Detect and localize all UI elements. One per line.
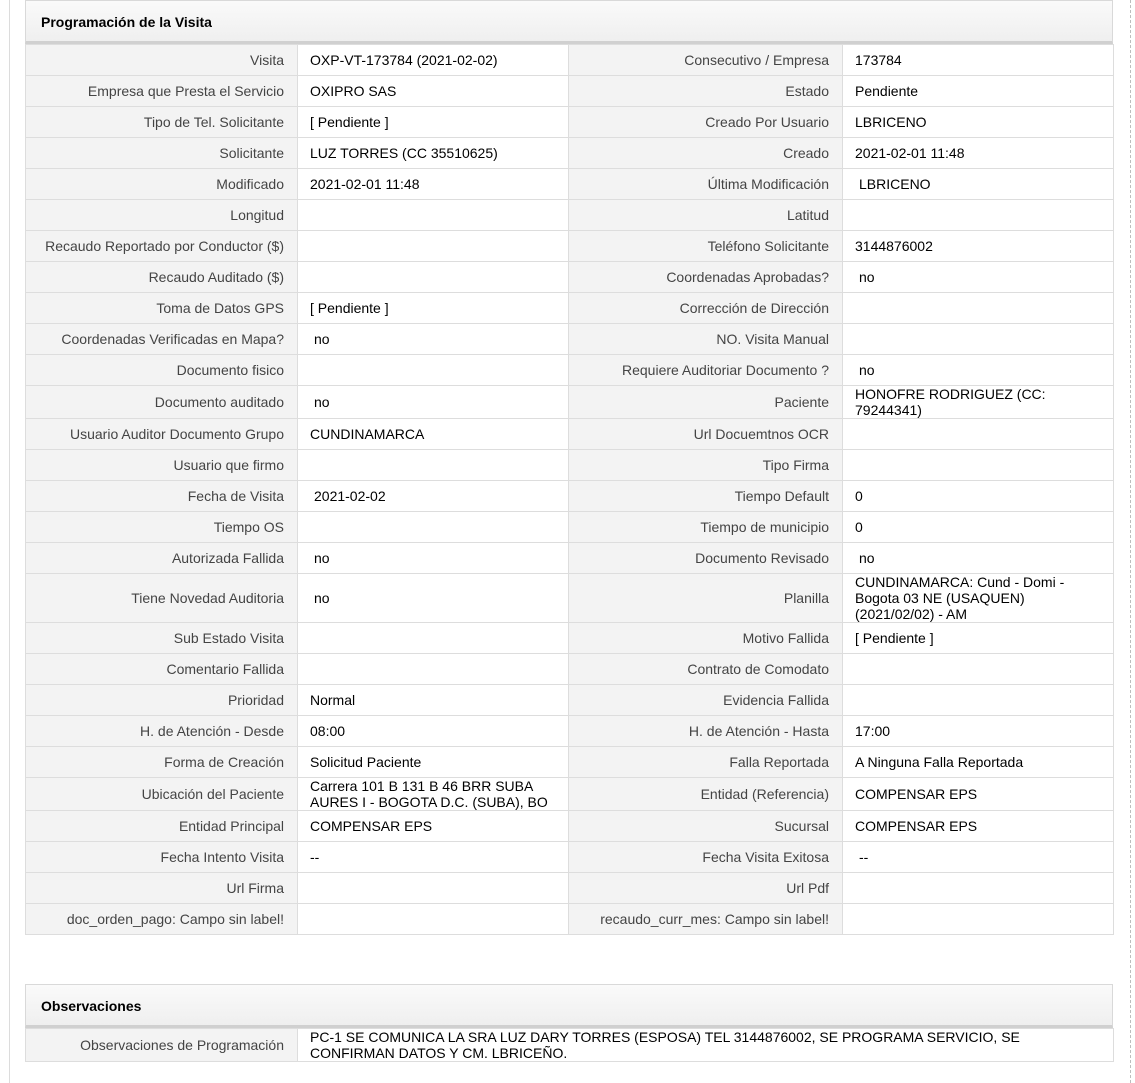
field-label: Modificado [26, 169, 298, 200]
table-row [26, 138, 1114, 169]
field-label: Creado Por Usuario [569, 107, 843, 138]
field-value: 0 [843, 512, 1114, 543]
table-row [26, 355, 1114, 386]
field-label: Tiempo Default [569, 481, 843, 512]
field-value: no [298, 574, 569, 623]
field-value [843, 419, 1114, 450]
field-value [298, 904, 569, 935]
field-value [298, 450, 569, 481]
table-row [26, 623, 1114, 654]
field-value: 08:00 [298, 716, 569, 747]
observaciones-row [26, 1029, 1114, 1062]
field-value: COMPENSAR EPS [843, 811, 1114, 842]
field-value: 173784 [843, 45, 1114, 76]
field-value [298, 512, 569, 543]
field-label: Fecha de Visita [26, 481, 298, 512]
field-value [843, 654, 1114, 685]
field-label: Documento Revisado [569, 543, 843, 574]
field-value [298, 200, 569, 231]
page-right-border [1130, 0, 1131, 1083]
field-label: Sucursal [569, 811, 843, 842]
field-value [298, 654, 569, 685]
field-label: H. de Atención - Hasta [569, 716, 843, 747]
field-label: Documento auditado [26, 386, 298, 419]
field-value: HONOFRE RODRIGUEZ (CC: 79244341) [843, 386, 1114, 419]
field-value: 3144876002 [843, 231, 1114, 262]
field-value: OXP-VT-173784 (2021-02-02) [298, 45, 569, 76]
field-label: Entidad (Referencia) [569, 778, 843, 811]
field-label: Visita [26, 45, 298, 76]
field-value: no [843, 355, 1114, 386]
field-value [843, 293, 1114, 324]
field-value: 0 [843, 481, 1114, 512]
field-value: 2021-02-01 11:48 [298, 169, 569, 200]
field-label: recaudo_curr_mes: Campo sin label! [569, 904, 843, 935]
field-label: Recaudo Auditado ($) [26, 262, 298, 293]
observaciones-panel [25, 984, 1113, 1062]
table-row [26, 685, 1114, 716]
field-value [298, 355, 569, 386]
field-value [843, 873, 1114, 904]
table-row [26, 419, 1114, 450]
field-label: Usuario que firmo [26, 450, 298, 481]
field-value: Pendiente [843, 76, 1114, 107]
field-value [843, 324, 1114, 355]
field-label: Evidencia Fallida [569, 685, 843, 716]
field-label: Requiere Auditoriar Documento ? [569, 355, 843, 386]
programacion-table [25, 44, 1114, 935]
field-value: CUNDINAMARCA: Cund - Domi - Bogota 03 NE (USAQUEN) (2021/02/02) - AM [843, 574, 1114, 623]
field-label: Consecutivo / Empresa [569, 45, 843, 76]
observaciones-panel-title: Observaciones [25, 984, 1113, 1028]
field-value: no [298, 386, 569, 419]
field-value: 2021-02-01 11:48 [843, 138, 1114, 169]
field-label: Recaudo Reportado por Conductor ($) [26, 231, 298, 262]
table-row [26, 324, 1114, 355]
field-value: no [843, 543, 1114, 574]
field-value: [ Pendiente ] [298, 293, 569, 324]
field-label: Última Modificación [569, 169, 843, 200]
table-row [26, 262, 1114, 293]
table-row [26, 811, 1114, 842]
table-row [26, 293, 1114, 324]
field-label: Documento fisico [26, 355, 298, 386]
field-value: 2021-02-02 [298, 481, 569, 512]
field-value [298, 231, 569, 262]
table-row [26, 76, 1114, 107]
table-row [26, 543, 1114, 574]
field-value: no [298, 543, 569, 574]
field-label: Corrección de Dirección [569, 293, 843, 324]
field-value [843, 450, 1114, 481]
field-label: Sub Estado Visita [26, 623, 298, 654]
table-row [26, 778, 1114, 811]
field-label: Tipo Firma [569, 450, 843, 481]
field-label: Estado [569, 76, 843, 107]
field-value [298, 873, 569, 904]
field-value: LBRICENO [843, 169, 1114, 200]
field-label: doc_orden_pago: Campo sin label! [26, 904, 298, 935]
field-label: Fecha Visita Exitosa [569, 842, 843, 873]
field-label: Solicitante [26, 138, 298, 169]
field-value: OXIPRO SAS [298, 76, 569, 107]
field-label: Url Docuemtnos OCR [569, 419, 843, 450]
field-value: COMPENSAR EPS [843, 778, 1114, 811]
field-value: A Ninguna Falla Reportada [843, 747, 1114, 778]
field-label: Autorizada Fallida [26, 543, 298, 574]
field-value [298, 262, 569, 293]
table-row [26, 200, 1114, 231]
field-label: Planilla [569, 574, 843, 623]
field-label: Motivo Fallida [569, 623, 843, 654]
field-label: Comentario Fallida [26, 654, 298, 685]
table-row [26, 842, 1114, 873]
field-value: Normal [298, 685, 569, 716]
field-value: 17:00 [843, 716, 1114, 747]
field-label: Latitud [569, 200, 843, 231]
field-label: Url Pdf [569, 873, 843, 904]
field-label: Url Firma [26, 873, 298, 904]
page-left-border [9, 0, 10, 1083]
field-label: Entidad Principal [26, 811, 298, 842]
field-value: [ Pendiente ] [298, 107, 569, 138]
programacion-panel-title: Programación de la Visita [25, 0, 1113, 44]
field-label: Teléfono Solicitante [569, 231, 843, 262]
field-label: H. de Atención - Desde [26, 716, 298, 747]
field-label: Toma de Datos GPS [26, 293, 298, 324]
field-value: -- [298, 842, 569, 873]
field-value: COMPENSAR EPS [298, 811, 569, 842]
field-label: Creado [569, 138, 843, 169]
field-value: LUZ TORRES (CC 35510625) [298, 138, 569, 169]
programacion-panel [25, 0, 1113, 935]
field-label: Tiene Novedad Auditoria [26, 574, 298, 623]
table-row [26, 107, 1114, 138]
field-label: Empresa que Presta el Servicio [26, 76, 298, 107]
observaciones-table [25, 1028, 1114, 1062]
field-value: no [298, 324, 569, 355]
table-row [26, 231, 1114, 262]
field-value [843, 685, 1114, 716]
table-row [26, 481, 1114, 512]
observaciones-value: PC-1 SE COMUNICA LA SRA LUZ DARY TORRES (ESPOSA) TEL 3144876002, SE PROGRAMA SERVICIO, SE CONFIRMAN DATOS Y CM. LBRICEÑO. [298, 1029, 1114, 1062]
field-value [843, 200, 1114, 231]
table-row [26, 747, 1114, 778]
field-value: no [843, 262, 1114, 293]
table-row [26, 45, 1114, 76]
table-row [26, 654, 1114, 685]
field-label: Tiempo de municipio [569, 512, 843, 543]
field-label: Ubicación del Paciente [26, 778, 298, 811]
field-label: Tiempo OS [26, 512, 298, 543]
table-row [26, 169, 1114, 200]
field-label: Fecha Intento Visita [26, 842, 298, 873]
table-row [26, 386, 1114, 419]
field-label: Coordenadas Verificadas en Mapa? [26, 324, 298, 355]
field-label: Usuario Auditor Documento Grupo [26, 419, 298, 450]
field-label: Tipo de Tel. Solicitante [26, 107, 298, 138]
table-row [26, 450, 1114, 481]
field-label: Falla Reportada [569, 747, 843, 778]
field-label: Longitud [26, 200, 298, 231]
field-label: Prioridad [26, 685, 298, 716]
field-value: -- [843, 842, 1114, 873]
field-label: Coordenadas Aprobadas? [569, 262, 843, 293]
field-value: [ Pendiente ] [843, 623, 1114, 654]
table-row [26, 512, 1114, 543]
field-label: Contrato de Comodato [569, 654, 843, 685]
table-row [26, 873, 1114, 904]
table-row [26, 574, 1114, 623]
field-value: LBRICENO [843, 107, 1114, 138]
observaciones-label: Observaciones de Programación [26, 1029, 298, 1062]
field-value [298, 623, 569, 654]
field-label: Forma de Creación [26, 747, 298, 778]
table-row [26, 904, 1114, 935]
field-label: NO. Visita Manual [569, 324, 843, 355]
field-value [843, 904, 1114, 935]
field-label: Paciente [569, 386, 843, 419]
field-value: CUNDINAMARCA [298, 419, 569, 450]
field-value: Solicitud Paciente [298, 747, 569, 778]
field-value: Carrera 101 B 131 B 46 BRR SUBA AURES I - BOGOTA D.C. (SUBA), BO [298, 778, 569, 811]
table-row [26, 716, 1114, 747]
